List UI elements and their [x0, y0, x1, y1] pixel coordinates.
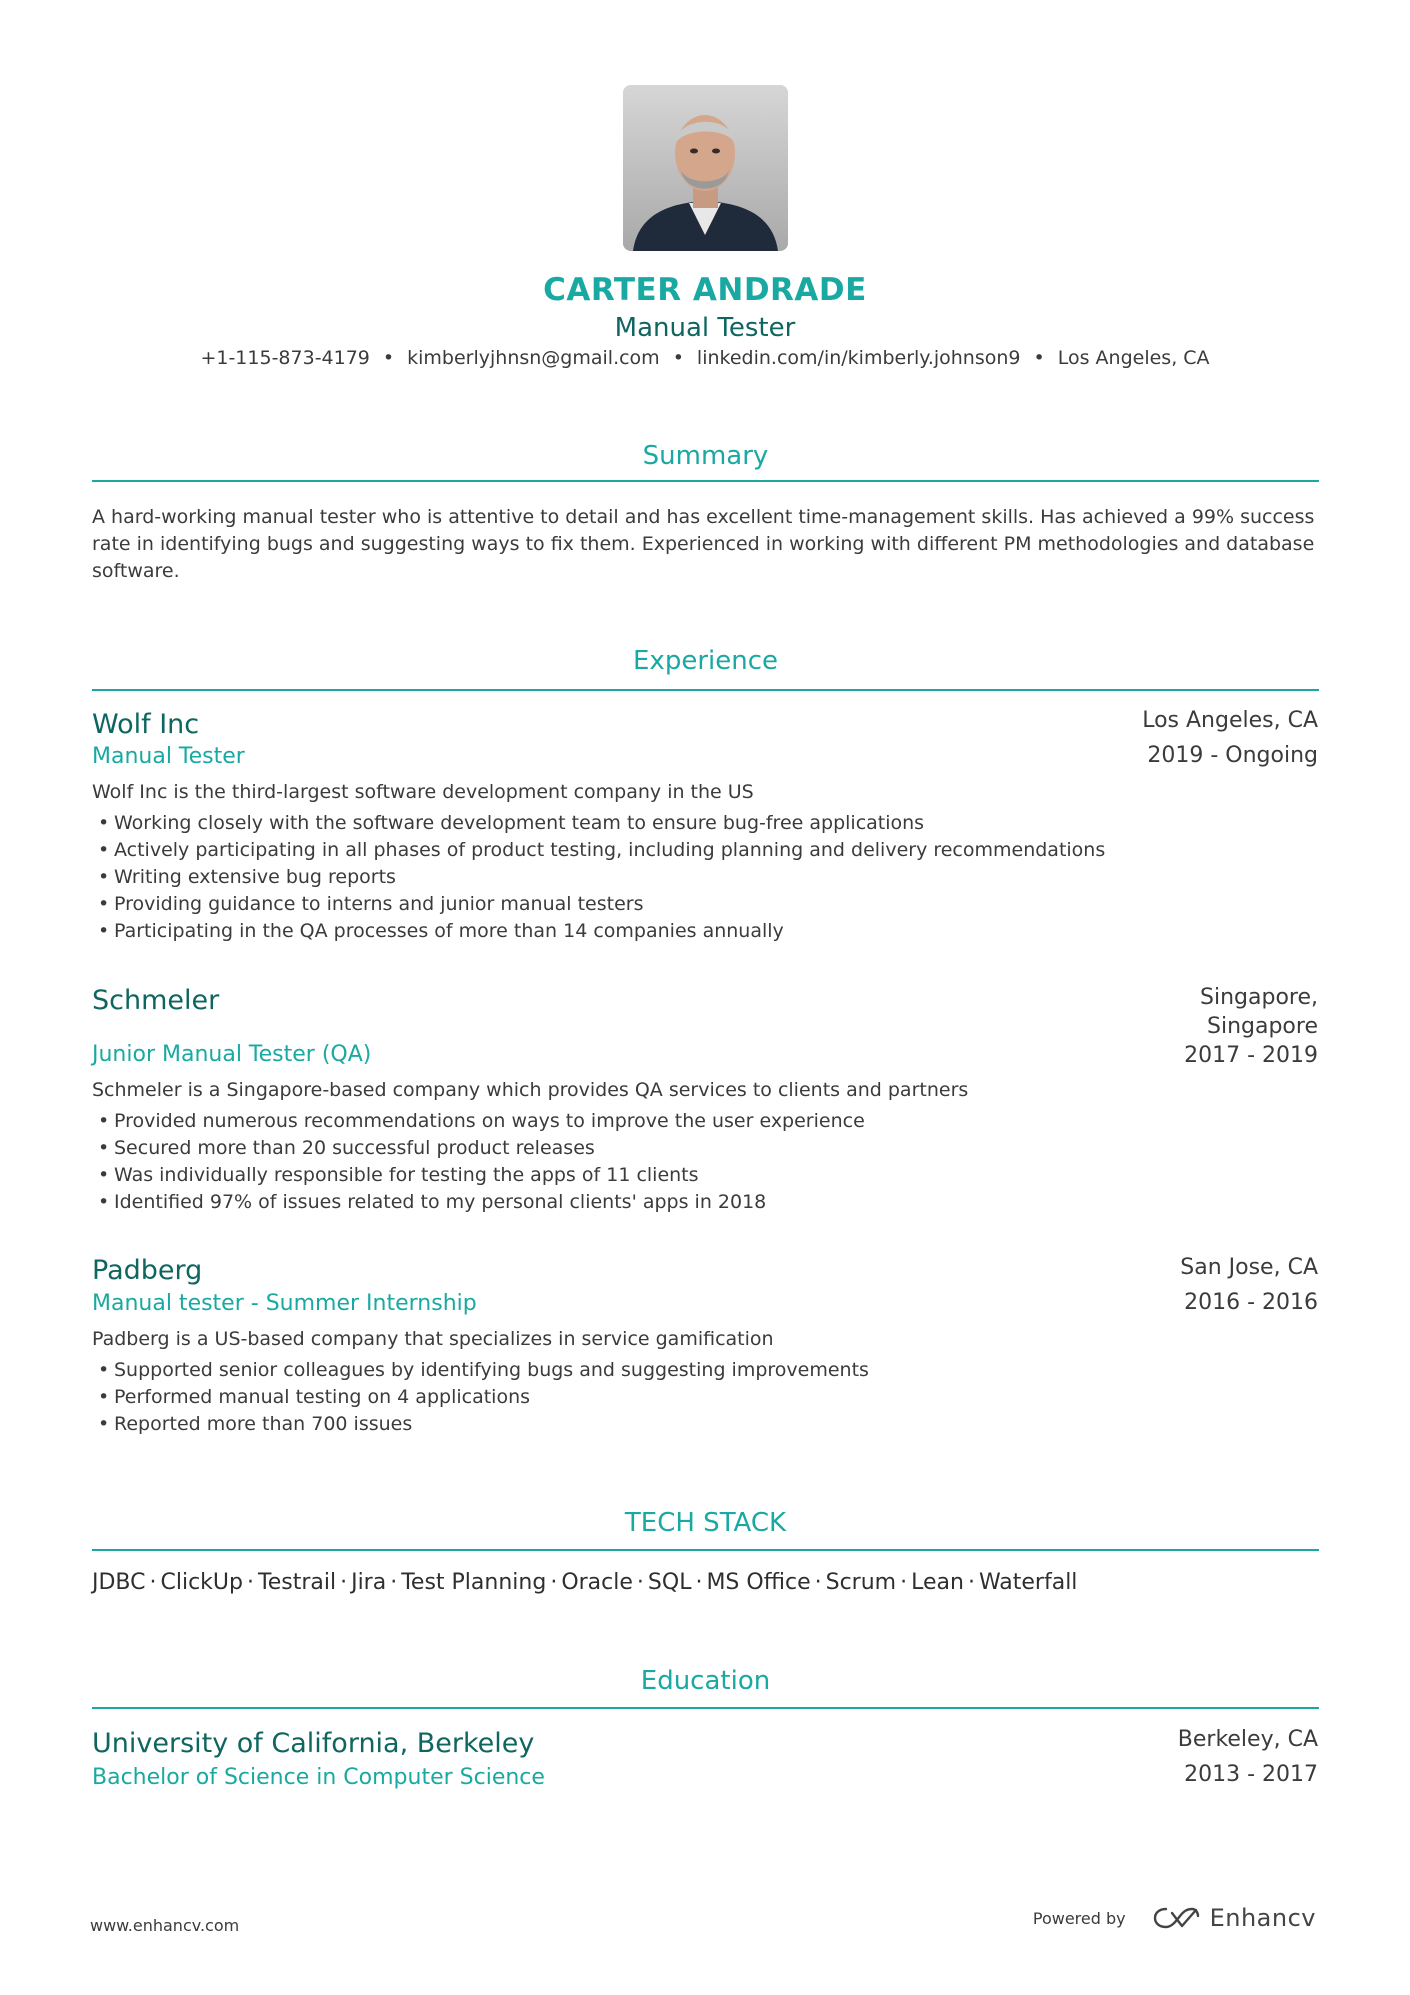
email-link[interactable]: kimberlyjhnsn@gmail.com	[407, 347, 660, 369]
separator: ·	[247, 1570, 254, 1595]
skills-list	[92, 1570, 1077, 1595]
separator: ·	[550, 1570, 558, 1595]
skill-tag: Test Planning	[401, 1570, 547, 1595]
list-item: • Was individually responsible for testing the apps of 11 clients	[98, 1162, 865, 1189]
separator: ·	[390, 1570, 398, 1595]
skill-tag: Testrail	[258, 1570, 337, 1595]
list-item: • Provided numerous recommendations on ways to improve the user experience	[98, 1108, 865, 1135]
skill-tag: SQL	[647, 1570, 692, 1595]
separator: ·	[814, 1570, 822, 1595]
job-meta	[1180, 1253, 1318, 1317]
candidate-title: Manual Tester	[614, 313, 796, 343]
candidate-name: CARTER ANDRADE	[543, 272, 867, 308]
separator: ·	[149, 1570, 157, 1595]
skill-tag: Jira	[351, 1570, 387, 1595]
job-location: Los Angeles, CA	[1142, 708, 1318, 733]
summary-heading: Summary	[642, 441, 769, 471]
education-dates: 2013 - 2017	[1184, 1762, 1318, 1787]
job-meta	[1142, 706, 1318, 770]
skill-tag: JDBC	[92, 1570, 146, 1595]
job-company: Padberg	[92, 1255, 203, 1286]
powered-by-text: Powered by	[1032, 1908, 1126, 1928]
list-item: • Working closely with the software development team to ensure bug-free applications	[98, 810, 1105, 837]
list-item: • Providing guidance to interns and junior manual testers	[98, 891, 1105, 918]
person-portrait-icon	[623, 85, 788, 251]
contact-line	[0, 347, 1410, 369]
job-bullets	[98, 810, 1105, 945]
profile-photo	[623, 85, 788, 251]
job-role: Manual tester - Summer Internship	[92, 1291, 477, 1316]
separator: •	[1033, 347, 1045, 369]
section-divider	[92, 689, 1319, 691]
list-item: • Actively participating in all phases of product testing, including planning and delivery recommendations	[98, 837, 1105, 864]
list-item: • Identified 97% of issues related to my personal clients' apps in 2018	[98, 1189, 865, 1216]
tech-stack-heading: TECH STACK	[624, 1508, 787, 1538]
linkedin-link[interactable]: linkedin.com/in/kimberly.johnson9	[696, 347, 1021, 369]
skill-tag: Lean	[911, 1570, 964, 1595]
degree-name: Bachelor of Science in Computer Science	[92, 1765, 545, 1790]
job-location: San Jose, CA	[1180, 1255, 1318, 1280]
separator: ·	[967, 1570, 975, 1595]
job-description: Schmeler is a Singapore-based company which provides QA services to clients and partners	[92, 1079, 969, 1101]
education-heading: Education	[640, 1666, 771, 1696]
section-divider	[92, 1549, 1319, 1551]
phone-text[interactable]: +1-115-873-4179	[200, 347, 370, 369]
job-meta	[1184, 983, 1318, 1070]
skill-tag: ClickUp	[160, 1570, 243, 1595]
job-dates: 2017 - 2019	[1184, 1043, 1318, 1068]
list-item: • Reported more than 700 issues	[98, 1411, 869, 1438]
experience-heading: Experience	[633, 646, 778, 676]
separator: •	[672, 347, 684, 369]
job-role: Manual Tester	[92, 744, 245, 769]
job-location: Singapore,	[1200, 985, 1318, 1010]
job-location-line2: Singapore	[1207, 1014, 1318, 1039]
separator: ·	[636, 1570, 644, 1595]
separator: ·	[340, 1570, 348, 1595]
school-location: Berkeley, CA	[1177, 1727, 1318, 1752]
separator: ·	[695, 1570, 703, 1595]
job-company: Schmeler	[92, 985, 220, 1016]
brand-name: Enhancv	[1209, 1904, 1316, 1932]
job-description: Padberg is a US-based company that specializes in service gamification	[92, 1328, 774, 1350]
separator: •	[382, 347, 395, 369]
education-meta	[1178, 1725, 1318, 1789]
section-divider	[92, 480, 1319, 482]
skill-tag: Scrum	[825, 1570, 897, 1595]
footer-website-link[interactable]: www.enhancv.com	[90, 1916, 240, 1935]
job-dates: 2019 - Ongoing	[1147, 743, 1318, 768]
skill-tag: Waterfall	[978, 1570, 1078, 1595]
section-divider	[92, 1707, 1319, 1709]
enhancv-logo-icon	[1152, 1905, 1200, 1931]
list-item: • Supported senior colleagues by identifying bugs and suggesting improvements	[98, 1357, 869, 1384]
job-description: Wolf Inc is the third-largest software development company in the US	[92, 781, 754, 803]
list-item: • Participating in the QA processes of more than 14 companies annually	[98, 918, 1105, 945]
job-dates: 2016 - 2016	[1184, 1290, 1318, 1315]
job-bullets	[98, 1108, 865, 1216]
list-item: • Secured more than 20 successful product releases	[98, 1135, 865, 1162]
job-role: Junior Manual Tester (QA)	[92, 1042, 372, 1067]
job-company: Wolf Inc	[92, 709, 200, 740]
location-text: Los Angeles, CA	[1057, 347, 1210, 369]
school-name: University of California, Berkeley	[92, 1728, 535, 1759]
summary-text: A hard-working manual tester who is attentive to detail and has excellent time-management skills. Has achieved a 99% success rate in identifying bugs and suggesting ways to fix them. Experienced in working with different PM methodologies and database software.	[92, 506, 1315, 582]
skill-tag: Oracle	[561, 1570, 633, 1595]
list-item: • Writing extensive bug reports	[98, 864, 1105, 891]
footer-branding	[1033, 1904, 1316, 1932]
list-item: • Performed manual testing on 4 applications	[98, 1384, 869, 1411]
skill-tag: MS Office	[706, 1570, 811, 1595]
job-bullets	[98, 1357, 869, 1438]
separator: ·	[900, 1570, 908, 1595]
